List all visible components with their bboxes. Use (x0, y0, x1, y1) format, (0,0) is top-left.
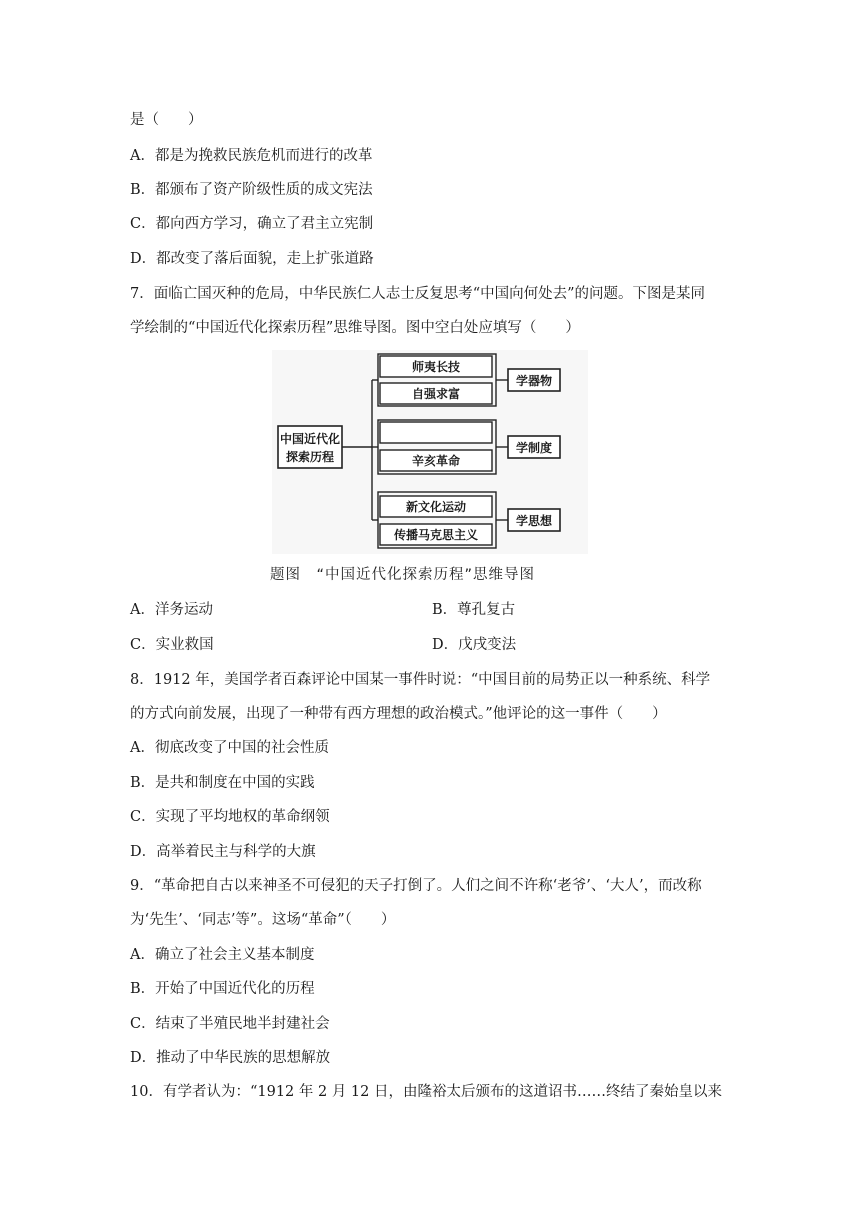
q6-option-b: B．都颁布了资产阶级性质的成文宪法 (130, 182, 373, 198)
q8-option-d: D．高举着民主与科学的大旗 (130, 844, 316, 860)
q6-option-a: A．都是为挽救民族危机而进行的改革 (130, 148, 373, 164)
q9-stem-line1: 9．“革命把自古以来神圣不可侵犯的天子打倒了。人们之间不许称‘老爷’、‘大人’，而改称 (130, 878, 702, 894)
root-label-line1: 中国近代化 (279, 432, 341, 446)
branch-box-blank (380, 422, 492, 443)
q9-option-b: B．开始了中国近代化的历程 (130, 981, 315, 997)
branch-label-5: 新文化运动 (405, 500, 467, 514)
q7-option-d: D．戊戌变法 (432, 637, 517, 653)
q9-stem-line2: 为‘先生’、‘同志’等”。这场“革命”（ ） (130, 912, 396, 928)
q7-option-c: C．实业救国 (130, 637, 214, 653)
q7-option-b: B．尊孔复古 (432, 602, 516, 618)
q10-stem-line1: 10．有学者认为：“1912 年 2 月 12 日，由隆裕太后颁布的这道诏书……终结了秦始皇以来 (130, 1084, 722, 1100)
diagram-caption: 题图 “中国近代化探索历程”思维导图 (270, 567, 536, 583)
q8-option-b: B．是共和制度在中国的实践 (130, 775, 315, 791)
group-label-1: 学器物 (515, 374, 553, 388)
mind-map-diagram (272, 350, 588, 554)
q8-stem-line2: 的方式向前发展，出现了一种带有西方理想的政治模式。”他评论的这一事件（ ） (130, 706, 667, 722)
q6-option-c: C．都向西方学习，确立了君主立宪制 (130, 216, 374, 232)
q8-option-c: C．实现了平均地权的革命纲领 (130, 809, 330, 825)
root-label-line2: 探索历程 (285, 450, 335, 464)
q9-option-c: C．结束了半殖民地半封建社会 (130, 1016, 330, 1032)
group-label-2: 学制度 (515, 441, 553, 455)
branch-label-1: 师夷长技 (411, 360, 461, 374)
q7-stem-line1: 7．面临亡国灭种的危局，中华民族仁人志士反复思考“中国向何处去”的问题。下图是某同 (130, 286, 706, 302)
q9-option-a: A．确立了社会主义基本制度 (130, 947, 315, 963)
branch-label-6: 传播马克思主义 (393, 528, 479, 542)
branch-label-2: 自强求富 (411, 387, 461, 401)
q7-option-a: A．洋务运动 (130, 602, 213, 618)
q8-stem-line1: 8．1912 年，美国学者百森评论中国某一事件时说：“中国目前的局势正以一种系统、科学 (130, 672, 711, 688)
group-label-3: 学思想 (515, 514, 553, 528)
q8-option-a: A．彻底改变了中国的社会性质 (130, 740, 329, 756)
q9-option-d: D．推动了中华民族的思想解放 (130, 1050, 331, 1066)
q6-stem-tail: 是（ ） (130, 112, 203, 128)
q7-stem-line2: 学绘制的“中国近代化探索历程”思维导图。图中空白处应填写（ ） (130, 320, 580, 336)
q6-option-d: D．都改变了落后面貌，走上扩张道路 (130, 251, 374, 267)
branch-label-4: 辛亥革命 (411, 454, 461, 468)
